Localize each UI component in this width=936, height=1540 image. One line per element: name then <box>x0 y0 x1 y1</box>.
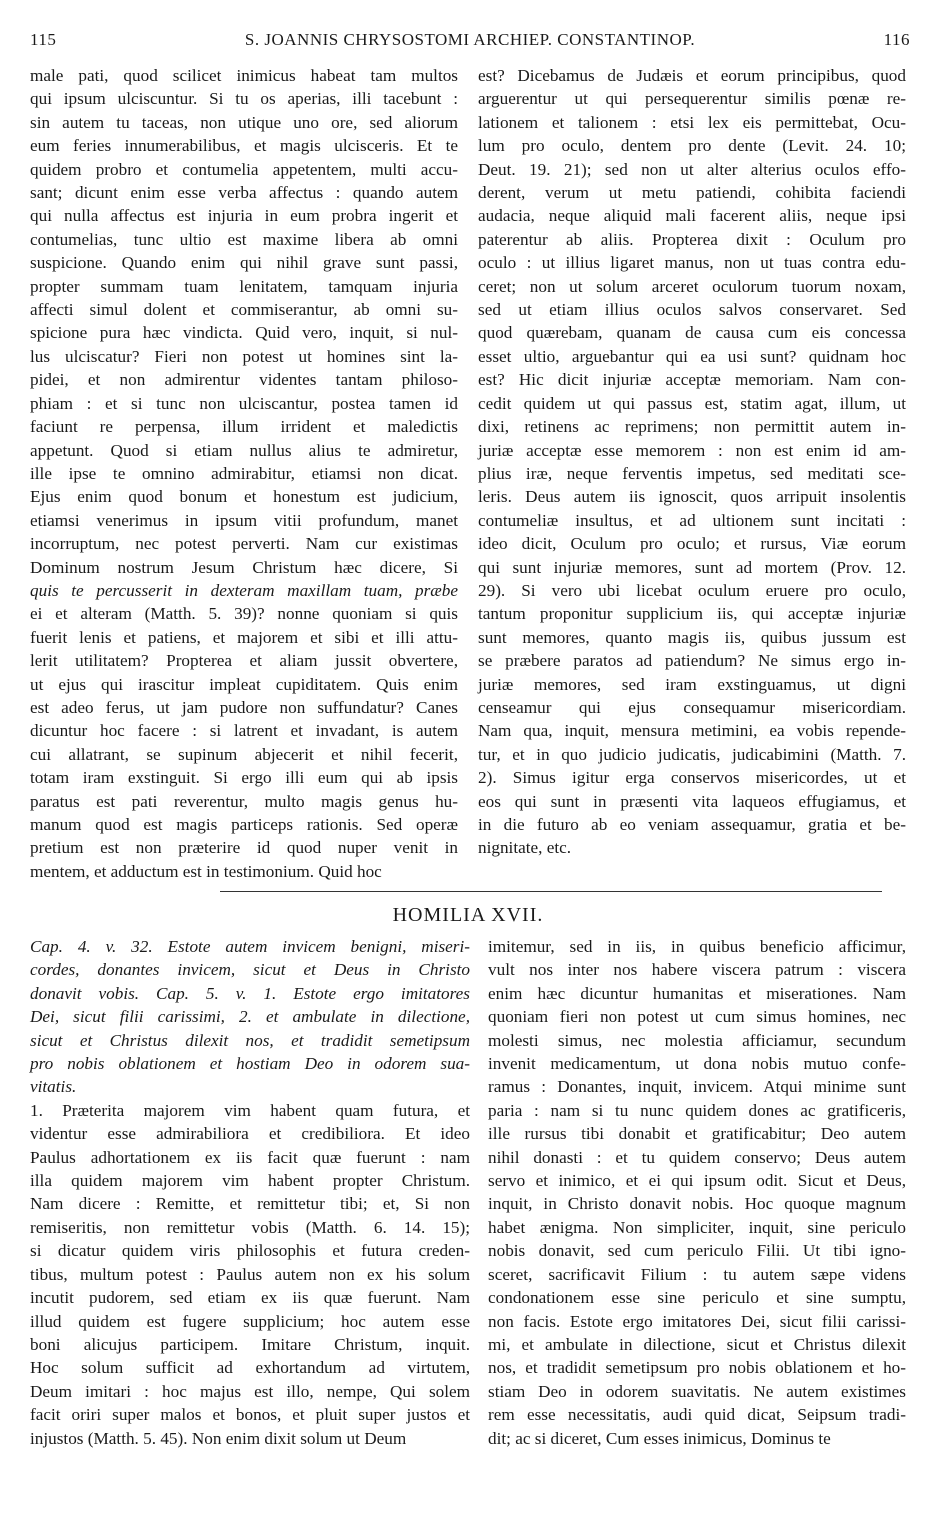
text-line: est? Dicebamus de Judæis et eorum principibus, quod <box>478 66 906 85</box>
text-line: cordes, donantes invicem, sicut et Deus in Christo <box>30 960 470 980</box>
text-line: Paulus adhortationem ex iis facit quæ fuerunt : nam <box>30 1147 470 1167</box>
text-line: fuerit lenis et patiens, et majorem et sibi et illi attu- <box>30 627 458 647</box>
text-line: leris. Deus autem iis ignoscit, quos arripuit insolentis <box>478 487 906 507</box>
text-line: incorruptum, nec potest perverti. Nam cur existimas <box>30 534 458 554</box>
text-line: affecti simul dolent et commiserantur, ab omni su- <box>30 300 458 320</box>
text-line: Hoc solum sufficit ad exhortandum ad virtutem, <box>30 1358 470 1378</box>
text-line: quoniam fieri non potest ut cum simus homines, nec <box>488 1007 906 1027</box>
text-line: lus ulciscatur? Fieri non potest ut homines sint la- <box>30 346 458 366</box>
text-line: Deum imitari : hoc majus est illo, nempe, Qui solem <box>30 1381 470 1401</box>
text-line: ut ejus qui irascitur impleat cupiditatem. Quis enim <box>30 674 458 694</box>
text-line: oculo : ut illius ligaret manus, non ut tuas contra edu- <box>478 253 906 273</box>
text-line: qui ipsum ulciscuntur. Si tu os aperias, illi tacebunt : <box>30 89 458 109</box>
text-line: eum feries innumerabilibus, et magis ulcisceris. Et te <box>30 136 458 156</box>
text-line: dicuntur hoc facere : si latrent et invadant, is autem <box>30 721 458 741</box>
text-line: Dominum nostrum Jesum Christum hæc dicere, Si <box>30 557 458 577</box>
text-line: dixi, retinens ac reprimens; non permittit autem in- <box>478 417 906 437</box>
text-line: contumeliæ insultus, et ad ultionem sunt incitati : <box>478 510 906 530</box>
text-line: invenit medicamentum, ut dona nobis mutuo confe- <box>488 1054 906 1074</box>
text-line: mentem, et adductum est in testimonium. Quid hoc <box>30 861 382 881</box>
text-line: ceret; non ut solum arceret oculorum tuorum noxam, <box>478 276 906 296</box>
column-top-right <box>478 64 906 860</box>
text-line: Deut. 19. 21); sed non ut alter alterius oculos effo- <box>478 159 906 179</box>
text-line: boni alicujus participem. Imitare Christum, inquit. <box>30 1334 470 1354</box>
text-line: paterentur ab aliis. Propterea dixit : Oculum pro <box>478 229 906 249</box>
text-line: propter summam tuam lenitatem, tamquam injuria <box>30 276 458 296</box>
text-line: eos qui sunt in præsenti vita laqueos effugiamus, et <box>478 791 906 811</box>
text-line: donavit vobis. Cap. 5. v. 1. Estote ergo imitatores <box>30 983 470 1003</box>
text-line: Cap. 4. v. 32. Estote autem invicem benigni, miseri- <box>30 937 470 956</box>
text-line: Nam dicere : Remitte, et remittetur tibi; et, Si non <box>30 1194 470 1214</box>
text-line: qui sunt injuriæ memores, sunt ad mortem (Prov. 12. <box>478 557 906 577</box>
text-line: contumelias, tunc ultio est maxime libera ab omni <box>30 229 458 249</box>
text-line: paria : nam si tu nunc quidem dones ac gratificeris, <box>488 1100 906 1120</box>
text-line: pretium est non præterire id quod nuper venit in <box>30 838 458 858</box>
text-line: imitemur, sed in iis, in quibus beneficio afficimur, <box>488 937 906 956</box>
section-divider <box>220 891 882 892</box>
text-line: ei et alteram (Matth. 5. 39)? nonne quoniam si quis <box>30 604 458 624</box>
text-line: suspicione. Quando enim qui nihil grave sunt passi, <box>30 253 458 273</box>
text-line: lationem et talionem : etsi lex eis permittebat, Ocu- <box>478 112 906 132</box>
text-line: condonationem esse sine periculo et sine sumptu, <box>488 1288 906 1308</box>
page-number-left: 115 <box>30 30 57 49</box>
text-line: tur, et in quo judicio judicatis, judicabimini (Matth. 7. <box>478 744 906 764</box>
text-line: Dei, sicut filii carissimi, 2. et ambulate in dilectione, <box>30 1007 470 1027</box>
text-line: paratus est pati reverentur, multo magis genus hu- <box>30 791 458 811</box>
text-line: quidem probro et contumelia appetentem, multi accu- <box>30 159 458 179</box>
text-line: Ejus enim quod bonum et honestum est judicium, <box>30 487 458 507</box>
page-number-right: 116 <box>883 30 910 49</box>
text-line: ramus : Donantes, inquit, invicem. Atqui minime sunt <box>488 1077 906 1097</box>
text-line: tantum proponitur supplicium iis, qui acceptæ injuriæ <box>478 604 906 624</box>
text-line: nos, et tradidit semetipsum pro nobis oblationem et ho- <box>488 1358 906 1378</box>
running-title: S. JOANNIS CHRYSOSTOMI ARCHIEP. CONSTANTINOP. <box>244 30 696 49</box>
text-line: rem esse necessitatis, audi quid dicat, Seipsum tradi- <box>488 1405 906 1425</box>
text-line: pro nobis oblationem et hostiam Deo in odorem sua- <box>30 1054 470 1074</box>
text-line: quod quærebam, quanam de causa cum eis concessa <box>478 323 906 343</box>
text-line: si dicatur quidem viris philosophis et futura creden- <box>30 1241 470 1261</box>
text-line: injustos (Matth. 5. 45). Non enim dixit solum ut Deum <box>30 1428 407 1448</box>
running-header <box>30 30 910 56</box>
text-line: nobis donavit, sed cum periculo Filii. Ut tibi igno- <box>488 1241 906 1261</box>
text-line: illa quidem majorem vim habent propter Christum. <box>30 1171 470 1191</box>
text-line: stiam Deo in odorem suavitatis. Ne autem existimes <box>488 1381 906 1401</box>
text-line: vitatis. <box>30 1077 77 1097</box>
text-line: in die futuro ab eo veniam assequamur, gratia et be- <box>478 815 906 834</box>
text-line: appetunt. Quod si etiam nullus alius te admiretur, <box>30 440 458 460</box>
text-line: lum pro oculo, dentem pro dente (Levit. 24. 10; <box>478 136 906 156</box>
column-bottom-right <box>488 935 906 1450</box>
text-line: etiamsi venerimus in ipsum vitii profundum, manet <box>30 510 458 530</box>
text-line: se præbere paratos ad patiendum? Ne simus ergo in- <box>478 651 906 671</box>
text-line: lerit utilitatem? Propterea et aliam jussit obvertere, <box>30 651 458 671</box>
text-line: videntur esse admirabiliora et credibiliora. Et ideo <box>30 1124 470 1144</box>
text-line: ille ipse te omnino admirabitur, etiamsi non dicat. <box>30 463 458 483</box>
text-line: faciunt re perpensa, illum irrident et maledictis <box>30 417 458 437</box>
text-line: ille rursus tibi donabit et gratificabitur; Deo autem <box>488 1124 906 1144</box>
text-line: remiseritis, non remittetur vobis (Matth. 6. 14. 15); <box>30 1217 470 1237</box>
text-line: habet ænigma. Non simpliciter, inquit, sine periculo <box>488 1217 906 1237</box>
text-line: non facis. Estote ergo imitatores Dei, sicut filii carissi- <box>488 1311 906 1331</box>
text-line: sed ut etiam illius oculos salvos conservaret. Sed <box>478 300 906 320</box>
text-line: manum quod est magis particeps rationis. Sed operæ <box>30 815 458 834</box>
text-line: servo et inimico, et ei qui ipsum odit. Sicut et Deus, <box>488 1171 906 1191</box>
text-line: mi, et ambulate in dilectione, sicut et Christus dilexit <box>488 1334 906 1354</box>
text-line: dit; ac si diceret, Cum esses inimicus, Dominus te <box>488 1428 831 1448</box>
text-line: audacia, neque aliquid mali facerent aliis, neque ipsi <box>478 206 906 226</box>
text-line: incutit pudorem, sed etiam ex iis quæ fuerunt. Nam <box>30 1288 470 1308</box>
text-line: cui allatrant, se supinum abjecerit et nihil fecerit, <box>30 744 458 764</box>
text-line: est adeo ferus, ut jam pudore non suffundatur? Canes <box>30 697 458 717</box>
text-line: quis te percusserit in dexteram maxillam tuam, præbe <box>30 580 458 600</box>
column-bottom-left <box>30 935 470 1450</box>
text-line: est? Hic dicit injuriæ acceptæ memoriam. Nam con- <box>478 370 906 390</box>
homily-title: HOMILIA XVII. <box>392 904 544 926</box>
text-line: juriæ memores, sed iram exstinguamus, ut digni <box>478 674 906 694</box>
text-line: enim hæc dicuntur humanitas et miserationes. Nam <box>488 983 906 1003</box>
text-line: sunt memores, quanto magis iis, quibus jussum est <box>478 627 906 647</box>
text-line: sant; dicunt enim esse verba affectus : quando autem <box>30 183 458 203</box>
text-line: juriæ acceptæ esse memorem : non est enim id am- <box>478 440 906 460</box>
text-line: illud quidem est fugere supplicium; hoc autem esse <box>30 1311 470 1331</box>
text-line: phiam : et si tunc non ulciscantur, postea tamen id <box>30 393 458 413</box>
text-line: 1. Præterita majorem vim habent quam futura, et <box>30 1100 470 1120</box>
text-line: 29). Si vero ubi licebat oculum eruere pro oculo, <box>478 580 906 600</box>
text-line: derent, verum ut metu patiendi, cohibita faciendi <box>478 183 906 203</box>
text-line: arguerentur ut qui persequerentur similis pœnæ re- <box>478 89 906 109</box>
text-line: inquit, in Christo donavit nobis. Hoc quoque magnum <box>488 1194 906 1214</box>
text-line: facit oriri super malos et bonos, et pluit super justos et <box>30 1405 470 1425</box>
text-line: male pati, quod scilicet inimicus habeat tam multos <box>30 66 458 85</box>
text-line: tibus, multum potest : Paulus autem non ex his solum <box>30 1264 470 1284</box>
text-line: nignitate, etc. <box>478 838 572 858</box>
text-line: censeamur qui ejus consequamur misericordiam. <box>478 697 906 717</box>
text-line: sin autem tu taceas, non utique uno ore, sed aliorum <box>30 112 458 132</box>
text-line: sceret, sacrificavit Filium : tu autem sæpe videns <box>488 1264 906 1284</box>
text-line: esset ultio, arguebantur qui ea usi sunt? quidnam hoc <box>478 346 906 366</box>
text-line: nihil donasti : et tu quidem conservo; Deus autem <box>488 1147 906 1167</box>
text-line: sicut et Christus dilexit nos, et tradidit semetipsum <box>30 1030 470 1050</box>
text-line: pidei, et non admirentur videntes tantam philoso- <box>30 370 458 390</box>
text-line: 2). Simus igitur erga conservos misericordes, ut et <box>478 768 906 788</box>
text-line: totam iram exstinguit. Si ergo illi eum qui ab ipsis <box>30 768 458 788</box>
column-top-left <box>30 64 458 883</box>
text-line: cedit quidem ut qui passus est, statim agat, illum, ut <box>478 393 906 413</box>
text-line: vult nos inter nos habere viscera patrum : viscera <box>488 960 906 980</box>
text-line: spicione pura hæc vindicta. Quid vero, inquit, si nul- <box>30 323 458 343</box>
text-line: qui nulla affectus est injuria in eum probra ingerit et <box>30 206 458 226</box>
text-line: ideo dicit, Oculum pro oculo; et rursus, Viæ eorum <box>478 534 906 554</box>
text-line: molesti simus, nec molestia afficiamur, secundum <box>488 1030 906 1050</box>
text-line: Nam qua, inquit, mensura metimini, ea vobis repende- <box>478 721 906 741</box>
text-line: plius iræ, neque ferventis impetus, sed meditati sce- <box>478 463 906 483</box>
